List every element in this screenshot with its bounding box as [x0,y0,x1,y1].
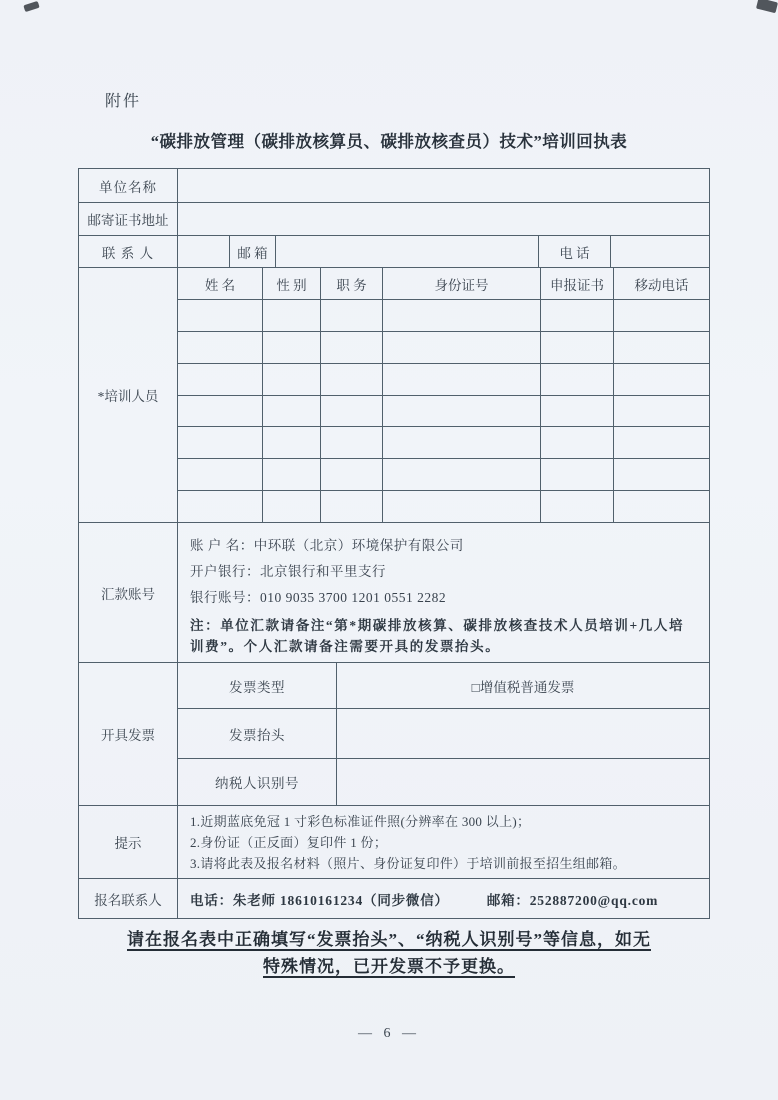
invoice-label: 开具发票 [101,728,155,743]
invoice-rows [177,663,709,805]
trainee-cell [262,300,320,331]
invoice-type-row [178,663,709,708]
page-number: — 6 — [358,1026,420,1041]
trainee-cell [178,427,262,458]
invoice-title-field [336,709,709,758]
page-title: “碳排放管理（碳排放核算员、碳排放核查员）技术”培训回执表 [150,132,628,151]
trainee-cell [613,364,709,395]
trainee-col-header: 性 别 [262,268,320,299]
trainee-cell [613,300,709,331]
registration-phone: 电话：朱老师 18610161234（同步微信） [190,892,449,908]
table-row-contact [79,235,709,267]
tip-item: 1.近期蓝底免冠 1 寸彩色标准证件照(分辨率在 300 以上)； [190,814,531,829]
trainee-cell [382,364,540,395]
trainee-cell [320,332,382,363]
trainee-col-header: 姓 名 [204,277,236,293]
table-row-mail-address [79,202,709,235]
trainee-cell [613,459,709,490]
trainee-cell [178,364,262,395]
invoice-title-label: 发票抬头 [229,727,285,743]
scan-artifact [23,1,39,12]
trainee-col-header: 申报证书 [540,268,613,299]
trainee-cell [613,332,709,363]
mail-address-field [177,203,709,235]
trainee-cell [320,491,382,522]
contact-label: 联 系 人 [101,245,155,261]
trainee-cell [262,396,320,427]
remittance-section [79,522,709,662]
invoice-title-row [178,708,709,758]
table-row-unit-name [79,169,709,202]
trainees-section [79,267,709,522]
contact-field [177,236,229,267]
trainee-cell [320,364,382,395]
registration-email: 邮箱：252887200@qq.com [486,892,659,908]
tax-id-row [178,758,709,805]
trainee-cell [178,300,262,331]
trainees-grid [177,268,709,522]
trainee-cell [382,459,540,490]
trainee-cell [382,427,540,458]
trainee-cell [382,332,540,363]
phone-label: 电 话 [538,236,610,267]
tips-section [79,805,709,878]
registration-contact-label: 报名联系人 [94,892,162,908]
unit-name-field [177,169,709,202]
remittance-content [177,523,709,662]
trainee-cell [540,459,613,490]
trainee-cell [613,427,709,458]
trainee-empty-row [178,395,709,427]
registration-contact-row [79,878,709,918]
trainee-cell [178,396,262,427]
trainee-cell [262,364,320,395]
trainee-cell [262,459,320,490]
trainee-cell [540,364,613,395]
scan-artifact [756,0,778,13]
trainees-label: *培训人员 [97,389,159,404]
trainee-col-header: 移动电话 [613,268,709,299]
trainee-empty-row [178,426,709,458]
trainee-cell [540,427,613,458]
tip-item: 2.身份证（正反面）复印件 1 份； [190,835,388,850]
reply-form-table [78,168,710,919]
trainee-cell [382,396,540,427]
footer-note [0,926,778,980]
trainee-cell [613,491,709,522]
trainee-empty-row [178,299,709,331]
tax-id-label: 纳税人识别号 [215,776,299,791]
tip-item: 3.请将此表及报名材料（照片、身份证复印件）于培训前报至招生组邮箱。 [190,856,626,871]
trainee-empty-row [178,490,709,522]
tips-content [177,806,709,878]
account-number-line: 银行账号：010 9035 3700 1201 0551 2282 [190,590,447,605]
mail-address-label: 邮寄证书地址 [87,213,169,228]
tax-id-field [336,759,709,805]
trainee-cell [540,396,613,427]
phone-field [610,236,709,267]
trainee-cell [178,491,262,522]
unit-name-label: 单位名称 [99,179,157,195]
footer-note-line1: 请在报名表中正确填写“发票抬头”、“纳税人识别号”等信息，如无 [127,930,651,949]
trainee-col-header: 职 务 [320,268,382,299]
attachment-label: 附件 [105,93,142,110]
tips-label: 提示 [114,836,142,851]
trainee-cell [178,332,262,363]
trainee-empty-row [178,331,709,363]
trainee-cell [178,459,262,490]
invoice-section [79,662,709,805]
trainee-cell [262,491,320,522]
trainee-col-header: 身份证号 [382,268,540,299]
invoice-type-checkbox-value: □增值税普通发票 [336,663,709,708]
trainee-empty-row [178,458,709,490]
registration-contact-content [177,879,709,918]
account-name-line: 账 户 名：中环联（北京）环境保护有限公司 [190,538,464,553]
footer-note-line2: 特殊情况，已开发票不予更换。 [263,957,515,976]
invoice-type-label: 发票类型 [229,679,285,695]
trainee-cell [613,396,709,427]
trainee-cell [262,332,320,363]
email-label: 邮 箱 [229,236,275,267]
remittance-label: 汇款账号 [101,586,155,602]
trainees-header-row [178,268,709,299]
remittance-note: 注：单位汇款请备注“第*期碳排放核算、碳排放核查技术人员培训+几人培训费”。个人汇款请备注需要开具的发票抬头。 [190,618,685,654]
email-field [275,236,538,267]
trainee-empty-row [178,363,709,395]
trainee-cell [540,300,613,331]
trainee-cell [320,427,382,458]
trainee-cell [320,459,382,490]
trainee-cell [320,300,382,331]
bank-line: 开户银行：北京银行和平里支行 [190,564,386,579]
trainee-cell [540,332,613,363]
trainee-cell [382,491,540,522]
trainee-cell [540,491,613,522]
trainee-cell [320,396,382,427]
trainee-cell [262,427,320,458]
trainee-cell [382,300,540,331]
